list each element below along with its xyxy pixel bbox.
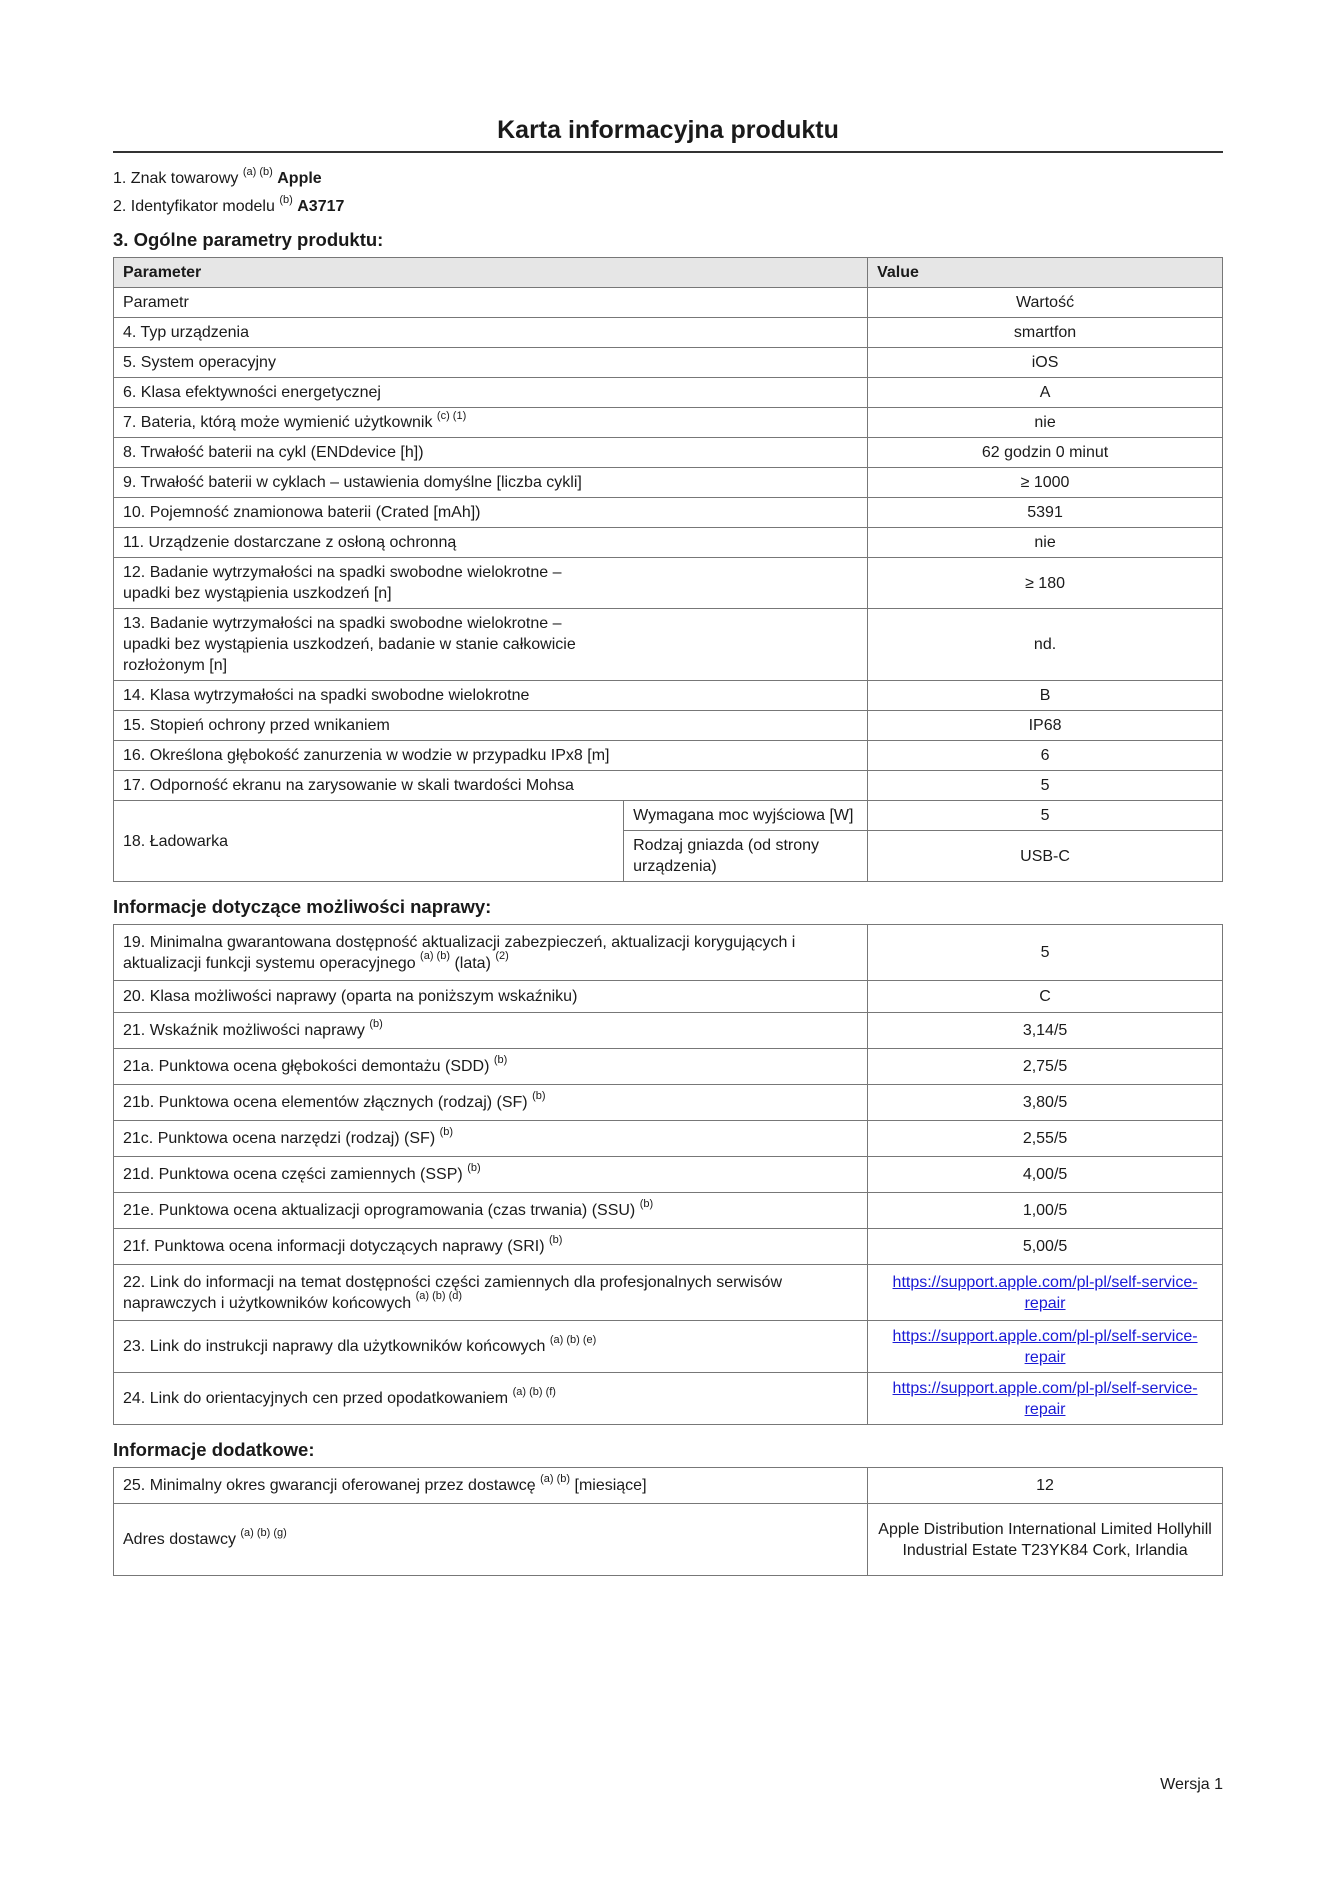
- charger-row: [114, 801, 1223, 831]
- table-row: [114, 741, 1223, 771]
- row-label: 23. Link do instrukcji naprawy dla użytkowników końcowych: [123, 1338, 546, 1355]
- row-value: 3,80/5: [868, 1085, 1223, 1121]
- row-sup: (b): [532, 1089, 546, 1102]
- row-label: 20. Klasa możliwości naprawy (oparta na poniższym wskaźniku): [123, 988, 578, 1005]
- row-value: 4,00/5: [868, 1157, 1223, 1193]
- table-row: [114, 925, 1223, 981]
- supplier-address: Apple Distribution International Limited Hollyhill Industrial Estate T23YK84 Cork, Irlandia: [868, 1504, 1223, 1576]
- row-value: C: [868, 981, 1223, 1013]
- table-row: [114, 681, 1223, 711]
- table-row: [114, 438, 1223, 468]
- additional-heading: Informacje dodatkowe:: [113, 1439, 315, 1460]
- row-label: 6. Klasa efektywności energetycznej: [123, 384, 381, 401]
- table-row: [114, 981, 1223, 1013]
- row-label: 10. Pojemność znamionowa baterii (Crated [mAh]): [123, 504, 481, 521]
- table-row: [114, 609, 1223, 681]
- table-row: [114, 378, 1223, 408]
- row-label: 12. Badanie wytrzymałości na spadki swobodne wielokrotne – upadki bez wystąpienia uszkodzeń [n]: [123, 564, 562, 602]
- row-label: 21c. Punktowa ocena narzędzi (rodzaj) (SF): [123, 1130, 436, 1147]
- spare-parts-link[interactable]: https://support.apple.com/pl-pl/self-service-repair: [892, 1273, 1198, 1312]
- table-row: [114, 1373, 1223, 1425]
- table-row: [114, 558, 1223, 609]
- row-value: nie: [868, 408, 1223, 438]
- trademark-value: Apple: [277, 170, 322, 187]
- row-sup-2: (2): [495, 950, 509, 963]
- repair-heading: Informacje dotyczące możliwości naprawy:: [113, 896, 492, 917]
- row-sup: (b): [639, 1197, 654, 1210]
- charger-label: 18. Ładowarka: [114, 801, 624, 882]
- table-row: [114, 1049, 1223, 1085]
- table-row: [114, 1504, 1223, 1576]
- row-value: 5: [868, 771, 1223, 801]
- table-row: [114, 1265, 1223, 1321]
- row-value: 3,14/5: [868, 1013, 1223, 1049]
- row-label: 21. Wskaźnik możliwości naprawy: [123, 1022, 365, 1039]
- row-value: 1,00/5: [868, 1193, 1223, 1229]
- prices-link[interactable]: https://support.apple.com/pl-pl/self-service-repair: [892, 1379, 1198, 1418]
- table-row: [114, 288, 1223, 318]
- repair-instructions-link[interactable]: https://support.apple.com/pl-pl/self-service-repair: [892, 1327, 1198, 1366]
- row-label: 14. Klasa wytrzymałości na spadki swobodne wielokrotne: [123, 687, 530, 704]
- row-sup: (b): [467, 1161, 481, 1174]
- row-label: 5. System operacyjny: [123, 354, 276, 371]
- row-value: smartfon: [868, 318, 1223, 348]
- row-sup: (a) (b): [540, 1472, 571, 1485]
- row-value: iOS: [868, 348, 1223, 378]
- row-label: 21d. Punktowa ocena części zamiennych (SSP): [123, 1166, 463, 1183]
- row-sup: (b): [548, 1233, 563, 1246]
- row-value: 5391: [868, 498, 1223, 528]
- row-value: A: [868, 378, 1223, 408]
- row-sup: (a) (b) (d): [415, 1290, 463, 1303]
- version-footer: Wersja 1: [1160, 1776, 1223, 1793]
- row-label: 7. Bateria, którą może wymienić użytkownik: [123, 414, 433, 431]
- row-value: B: [868, 681, 1223, 711]
- general-heading: 3. Ogólne parametry produktu:: [113, 229, 384, 250]
- model-sup: (b): [279, 193, 293, 206]
- row-label: 21e. Punktowa ocena aktualizacji oprogramowania (czas trwania) (SSU): [123, 1202, 636, 1219]
- model-label: 2. Identyfikator modelu: [113, 198, 275, 215]
- table-row: [114, 408, 1223, 438]
- charger-socket-value: USB-C: [868, 831, 1223, 882]
- row-label-suffix: [miesiące]: [574, 1477, 647, 1494]
- row-label: 11. Urządzenie dostarczane z osłoną ochronną: [123, 534, 457, 551]
- row-label: 24. Link do orientacyjnych cen przed opodatkowaniem: [123, 1390, 509, 1407]
- row-value: nd.: [868, 609, 1223, 681]
- col-header-parameter: Parameter: [114, 258, 868, 288]
- row-sup: (a) (b) (g): [240, 1526, 287, 1539]
- general-table: [113, 257, 1223, 882]
- table-row: [114, 1468, 1223, 1504]
- row-label: Parametr: [123, 294, 189, 311]
- table-row: [114, 1321, 1223, 1373]
- row-value: 5: [868, 925, 1223, 981]
- model-line: [113, 193, 1223, 221]
- row-sup: (a) (b): [420, 950, 450, 963]
- row-value: ≥ 1000: [868, 468, 1223, 498]
- table-row: [114, 318, 1223, 348]
- row-label: Adres dostawcy: [123, 1531, 236, 1548]
- row-value: 2,55/5: [868, 1121, 1223, 1157]
- model-value: A3717: [297, 198, 345, 215]
- row-value: ≥ 180: [868, 558, 1223, 609]
- row-label: 4. Typ urządzenia: [123, 324, 250, 341]
- table-row: [114, 1121, 1223, 1157]
- row-sup: (a) (b) (e): [549, 1333, 597, 1346]
- page-title: Karta informacyjna produktu: [113, 116, 1223, 153]
- row-sup: (b): [369, 1017, 383, 1030]
- row-sup: (a) (b) (f): [512, 1385, 556, 1398]
- charger-socket-label: Rodzaj gniazda (od strony urządzenia): [624, 831, 868, 882]
- table-row: [114, 1229, 1223, 1265]
- table-row: [114, 711, 1223, 741]
- row-value: 12: [868, 1468, 1223, 1504]
- charger-power-label: Wymagana moc wyjściowa [W]: [624, 801, 868, 831]
- row-label: 15. Stopień ochrony przed wnikaniem: [123, 717, 390, 734]
- row-label: 21b. Punktowa ocena elementów złącznych (rodzaj) (SF): [123, 1094, 528, 1111]
- row-value: IP68: [868, 711, 1223, 741]
- row-sup: (c) (1): [436, 409, 467, 422]
- row-value: Wartość: [868, 288, 1223, 318]
- row-label: 16. Określona głębokość zanurzenia w wodzie w przypadku IPx8 [m]: [123, 747, 610, 764]
- row-label: 8. Trwałość baterii na cykl (ENDdevice [h]): [123, 444, 424, 461]
- row-value: 5,00/5: [868, 1229, 1223, 1265]
- row-value: 6: [868, 741, 1223, 771]
- row-label: 19. Minimalna gwarantowana dostępność aktualizacji zabezpieczeń, aktualizacji korygujących i aktualizacji funkcji systemu operacyjnego: [123, 933, 796, 972]
- row-value: nie: [868, 528, 1223, 558]
- charger-power-value: 5: [868, 801, 1223, 831]
- row-label-suffix: (lata): [454, 954, 491, 972]
- repair-table: [113, 924, 1223, 1425]
- row-sup: (b): [439, 1125, 454, 1138]
- row-label: 25. Minimalny okres gwarancji oferowanej przez dostawcę: [123, 1477, 536, 1494]
- row-label: 22. Link do informacji na temat dostępności części zamiennych dla profesjonalnych serwisów naprawczych i użytkowników końcowych: [123, 1273, 782, 1312]
- row-sup: (b): [493, 1053, 508, 1066]
- row-value: 62 godzin 0 minut: [868, 438, 1223, 468]
- table-row: [114, 468, 1223, 498]
- row-label: 9. Trwałość baterii w cyklach – ustawienia domyślne [liczba cykli]: [123, 474, 582, 491]
- table-row: [114, 1193, 1223, 1229]
- table-row: [114, 1013, 1223, 1049]
- row-value: 2,75/5: [868, 1049, 1223, 1085]
- table-row: [114, 498, 1223, 528]
- trademark-label: 1. Znak towarowy: [113, 170, 239, 187]
- additional-table: [113, 1467, 1223, 1576]
- trademark-sup: (a) (b): [242, 165, 273, 178]
- trademark-line: [113, 165, 1223, 193]
- table-row: [114, 348, 1223, 378]
- row-label: 21a. Punktowa ocena głębokości demontażu (SDD): [123, 1058, 490, 1075]
- row-label: 13. Badanie wytrzymałości na spadki swobodne wielokrotne – upadki bez wystąpienia uszkodzeń, badanie w stanie całkowicie rozłożonym [n]: [123, 615, 576, 674]
- table-row: [114, 528, 1223, 558]
- row-label: 21f. Punktowa ocena informacji dotyczących naprawy (SRI): [123, 1238, 545, 1255]
- table-header-row: [114, 258, 1223, 288]
- table-row: [114, 1157, 1223, 1193]
- table-row: [114, 771, 1223, 801]
- table-row: [114, 1085, 1223, 1121]
- product-info-sheet: [113, 116, 1223, 1576]
- row-label: 17. Odporność ekranu na zarysowanie w skali twardości Mohsa: [123, 777, 574, 794]
- col-header-value: Value: [868, 258, 1223, 288]
